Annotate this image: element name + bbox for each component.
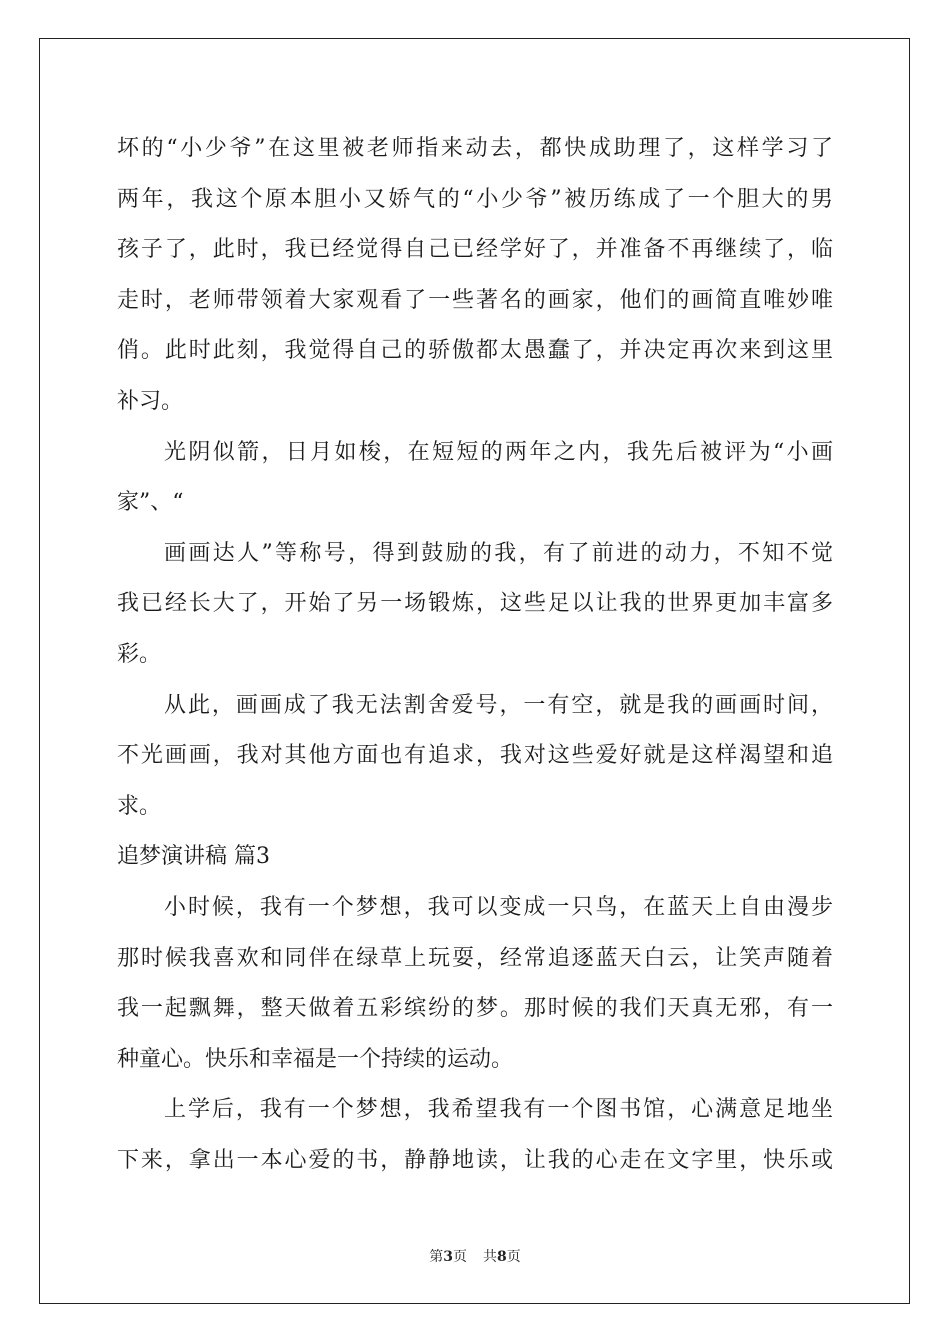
paragraph-first-line: 上学后，我有一个梦想，我希望我有一个图书馆，心满意足地坐	[164, 1097, 833, 1123]
text-line: 坏的“小少爷”在这里被老师指来动去，都快成助理了，这样学习了	[117, 136, 833, 161]
paragraph-first-line: 从此，画画成了我无法割舍爱号，一有空，就是我的画画时间，	[164, 692, 833, 718]
total-unit: 页	[506, 1249, 521, 1265]
current-page-number: 3	[443, 1249, 453, 1265]
total-prefix: 共	[483, 1249, 497, 1265]
text-line: 种童心。快乐和幸福是一个持续的运动。	[117, 1046, 514, 1072]
paragraph-first-line: 画画达人”等称号，得到鼓励的我，有了前进的动力，不知不觉	[164, 540, 833, 566]
section-heading: 追梦演讲稿 篇3	[117, 844, 270, 870]
page-unit: 页	[453, 1249, 467, 1265]
paragraph-first-line: 小时候，我有一个梦想，我可以变成一只鸟，在蓝天上自由漫步	[164, 894, 833, 920]
text-line: 彩。	[117, 641, 162, 667]
text-line: 下来，拿出一本心爱的书，静静地读，让我的心走在文字里，快乐或	[117, 1147, 833, 1173]
total-page-number: 8	[497, 1249, 507, 1265]
text-line: 两年，我这个原本胆小又娇气的“小少爷”被历练成了一个胆大的男	[117, 186, 833, 212]
page-footer	[0, 1246, 950, 1266]
text-line: 不光画画，我对其他方面也有追求，我对这些爱好就是这样渴望和追	[117, 743, 833, 769]
text-line: 那时候我喜欢和同伴在绿草上玩耍，经常追逐蓝天白云，让笑声随着	[117, 945, 833, 971]
text-line: 我已经长大了，开始了另一场锻炼，这些足以让我的世界更加丰富多	[117, 591, 833, 617]
text-line: 求。	[117, 793, 162, 819]
text-line: 家”、“	[117, 490, 184, 516]
document-body	[117, 124, 833, 1186]
paragraph-first-line: 光阴似箭，日月如梭，在短短的两年之内，我先后被评为“小画	[164, 439, 833, 465]
text-line: 补习。	[117, 388, 184, 414]
page-prefix: 第	[429, 1249, 444, 1265]
text-line: 走时，老师带领着大家观看了一些著名的画家，他们的画简直唯妙唯	[117, 287, 833, 313]
text-line: 孩子了，此时，我已经觉得自己已经学好了，并准备不再继续了，临	[117, 237, 833, 263]
text-line: 我一起飘舞，整天做着五彩缤纷的梦。那时候的我们天真无邪，有一	[117, 996, 833, 1022]
text-line: 俏。此时此刻，我觉得自己的骄傲都太愚蠢了，并决定再次来到这里	[117, 338, 833, 364]
